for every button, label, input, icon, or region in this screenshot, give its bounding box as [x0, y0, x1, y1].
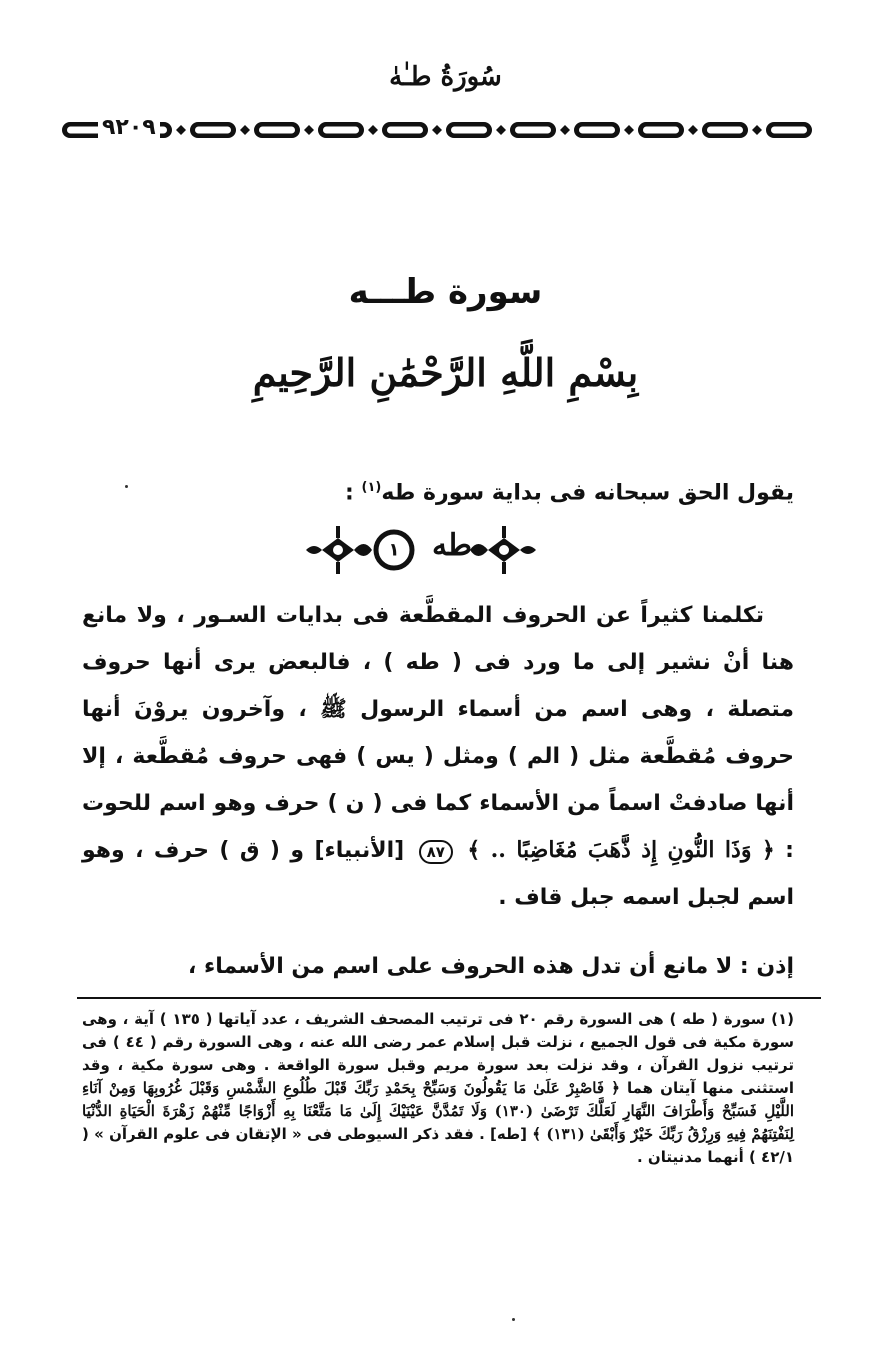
band-diamond: [368, 125, 378, 135]
band-capsule-inner: [515, 127, 551, 134]
footnote-marker: (١): [361, 480, 382, 495]
band-diamond: [624, 125, 634, 135]
scan-speck: [512, 1318, 515, 1321]
paragraph-1-text: تكلمنا كثيراً عن الحروف المقطَّعة فى بدايات السـور ، ولا مانع هنا أنْ نشير إلى ما ورد فى ( طه ) ، فالبعض يرى أنها حروف متصلة ، وهى اسم من أسماء الرسول ﷺ ، وآخرون يروْنَ أنها حروف مُقطَّعة مثل ( الم ) ومثل ( يس ) فهى حروف مُقطَّعة ، إلا أنها صادفتْ اسماً من الأسماء كما فى ( ن ) حرف وهو اسم للحوت :: [82, 603, 794, 863]
band-capsule-inner: [451, 127, 487, 134]
footnote-quran: ﴿ فَاصْبِرْ عَلَىٰ مَا يَقُولُونَ وَسَبِّحْ بِحَمْدِ رَبِّكَ قَبْلَ طُلُوعِ الشَّمْسِ وَقَبْلَ غُرُوبِهَا وَمِنْ آنَاءِ اللَّيْلِ فَسَبِّحْ وَأَطْرَافَ النَّهَارِ لَعَلَّكَ تَرْضَىٰ (١٣٠) وَلَا تَمُدَّنَّ عَيْنَيْكَ إِلَىٰ مَا مَتَّعْنَا بِهِ أَزْوَاجًا مِّنْهُمْ زَهْرَةَ الْحَيَاةِ الدُّنْيَا لِنَفْتِنَهُمْ فِيهِ وَرِزْقُ رَبِّكَ خَيْرٌ وَأَبْقَىٰ (١٣١) ﴾: [82, 1079, 794, 1143]
band-diamond: [752, 125, 762, 135]
intro-text: يقول الحق سبحانه فى بداية سورة طه: [381, 480, 794, 506]
footnote-paragraph: [82, 1008, 794, 1169]
paragraph-2: [82, 947, 794, 987]
quran-quote: ﴿ وَذَا النُّونِ إِذ ذَّهَبَ مُغَاضِبًا .. ﴾: [467, 837, 775, 863]
header-ornament-band: [60, 116, 822, 144]
verse-block: [300, 520, 540, 580]
band-capsule-inner: [387, 127, 423, 134]
footnote-separator: [77, 997, 821, 999]
band-capsule-inner: [771, 127, 807, 134]
band-diamond: [176, 125, 186, 135]
band-capsule-inner: [579, 127, 615, 134]
verse-number: ١: [388, 539, 400, 561]
band-diamond: [240, 125, 250, 135]
band-capsule-inner: [643, 127, 679, 134]
band-capsule-inner: [195, 127, 231, 134]
intro-line: [82, 468, 794, 513]
surah-title: سورة طـــه: [348, 272, 543, 312]
right-flourish-icon: [470, 526, 536, 574]
band-capsule-inner: [323, 127, 359, 134]
band-capsule-inner: [259, 127, 295, 134]
band-capsule-inner: [707, 127, 743, 134]
footnote-source: [طه] .: [479, 1125, 527, 1143]
band-diamond: [560, 125, 570, 135]
verse-text: طه: [432, 528, 472, 563]
footnote-line-1: (١) سورة ( طه ) هى السورة رقم ٢٠ فى ترتيب المصحف الشريف ، عدد آياتها ( ١٣٥ ) آية ، وهى سورة مكية فى قول الجميع ، نزلت قبل إسلام عمر رضى الله عنه ، وهى السورة رقم ( ٤٤ ) فى ترتيب نزول القرآن ، وقد نزلت بعد سورة مريم وقبل سورة الواقعة . وهى سورة مكية ، وقد استثنى منها آيتان هما: [82, 1010, 794, 1097]
page-number: ٩٢٠٩: [98, 113, 160, 143]
paragraph-1: [82, 592, 794, 921]
band-diamond: [496, 125, 506, 135]
footnote: [82, 1008, 794, 1169]
footnote-line-last: فقد ذكر السيوطى فى « الإتقان فى علوم القرآن » ( ٤٢/١ ) أنهما مدنيتان .: [82, 1125, 794, 1166]
verse-ornament-frame: [300, 520, 540, 580]
quran-source: [الأنبياء]: [314, 838, 405, 863]
basmala-calligraphy: بِسْمِ اللَّهِ الرَّحْمَٰنِ الرَّحِيمِ: [252, 350, 639, 395]
paragraph-2-text: إذن : لا مانع أن تدل هذه الحروف على اسم من الأسماء ،: [187, 954, 794, 979]
ayah-number-badge: ٨٧: [419, 840, 453, 864]
main-paragraph: [82, 592, 794, 921]
scan-speck: [125, 485, 128, 488]
intro-colon: :: [345, 480, 354, 506]
left-flourish-icon: [306, 526, 372, 574]
running-header-title: سُورَةُ طـٰهٰ: [389, 62, 502, 92]
band-diamond: [688, 125, 698, 135]
band-diamond: [304, 125, 314, 135]
band-diamond: [432, 125, 442, 135]
paragraph-1-end: و ( ق ) حرف ، وهو اسم لجبل اسمه جبل قاف .: [82, 838, 794, 910]
